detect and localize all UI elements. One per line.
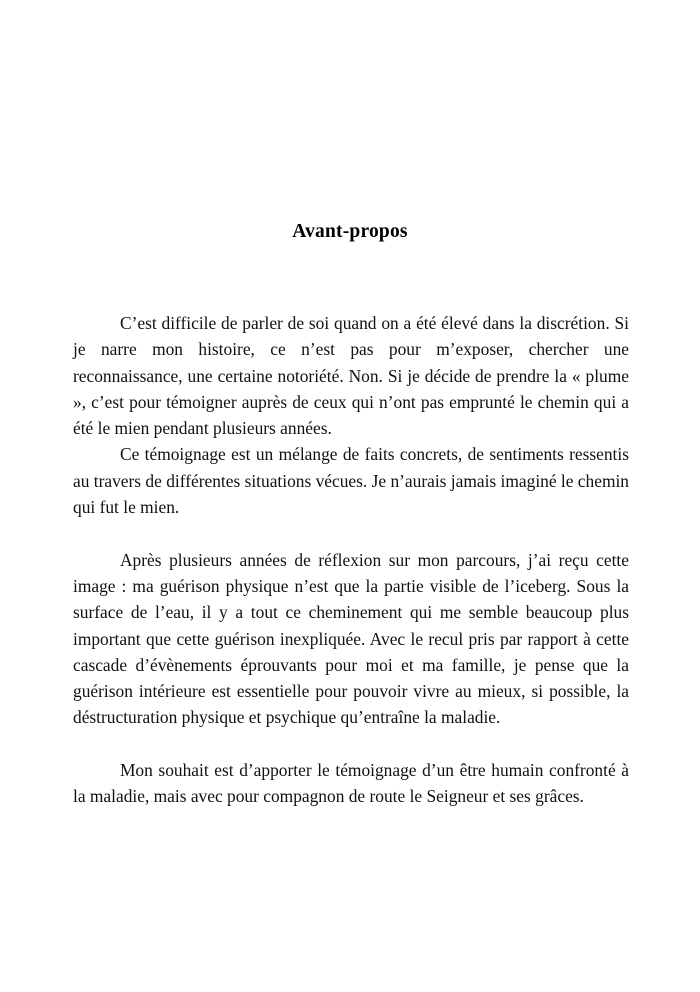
paragraph: Mon souhait est d’apporter le témoignage d’un être humain confronté à la maladie, mais avec pour compagnon de route le Seigneur et ses grâces. (73, 760, 629, 807)
paragraph: Après plusieurs années de réflexion sur mon parcours, j’ai reçu cette image : ma guérison physique n’est que la partie visible de l’iceberg. Sous la surface de l’eau, il y a tout ce cheminement qui me semble beaucoup plus important que cette guérison inexpliquée. Avec le recul pris par rapport à cette cascade d’évènements éprouvants pour moi et ma famille, je pense que la guérison intérieure est essentielle pour pouvoir vivre au mieux, si possible, la déstructuration physique et psychique qu’entraîne la maladie. (73, 549, 629, 728)
paragraph: Ce témoignage est un mélange de faits concrets, de sentiments ressentis au travers de différentes situations vécues. Je n’aurais jamais imaginé le chemin qui fut le mien. (73, 444, 629, 518)
paragraph: C’est difficile de parler de soi quand on a été élevé dans la discrétion. Si je narre mon histoire, ce n’est pas pour m’exposer, chercher une reconnaissance, une certaine notoriété. Non. Si je décide de prendre la « plume », c’est pour témoigner auprès de ceux qui n’ont pas emprunté le chemin qui a été le mien pendant plusieurs années. (73, 313, 629, 439)
page-title: Avant-propos (292, 221, 408, 243)
body-text-block (73, 310, 629, 810)
